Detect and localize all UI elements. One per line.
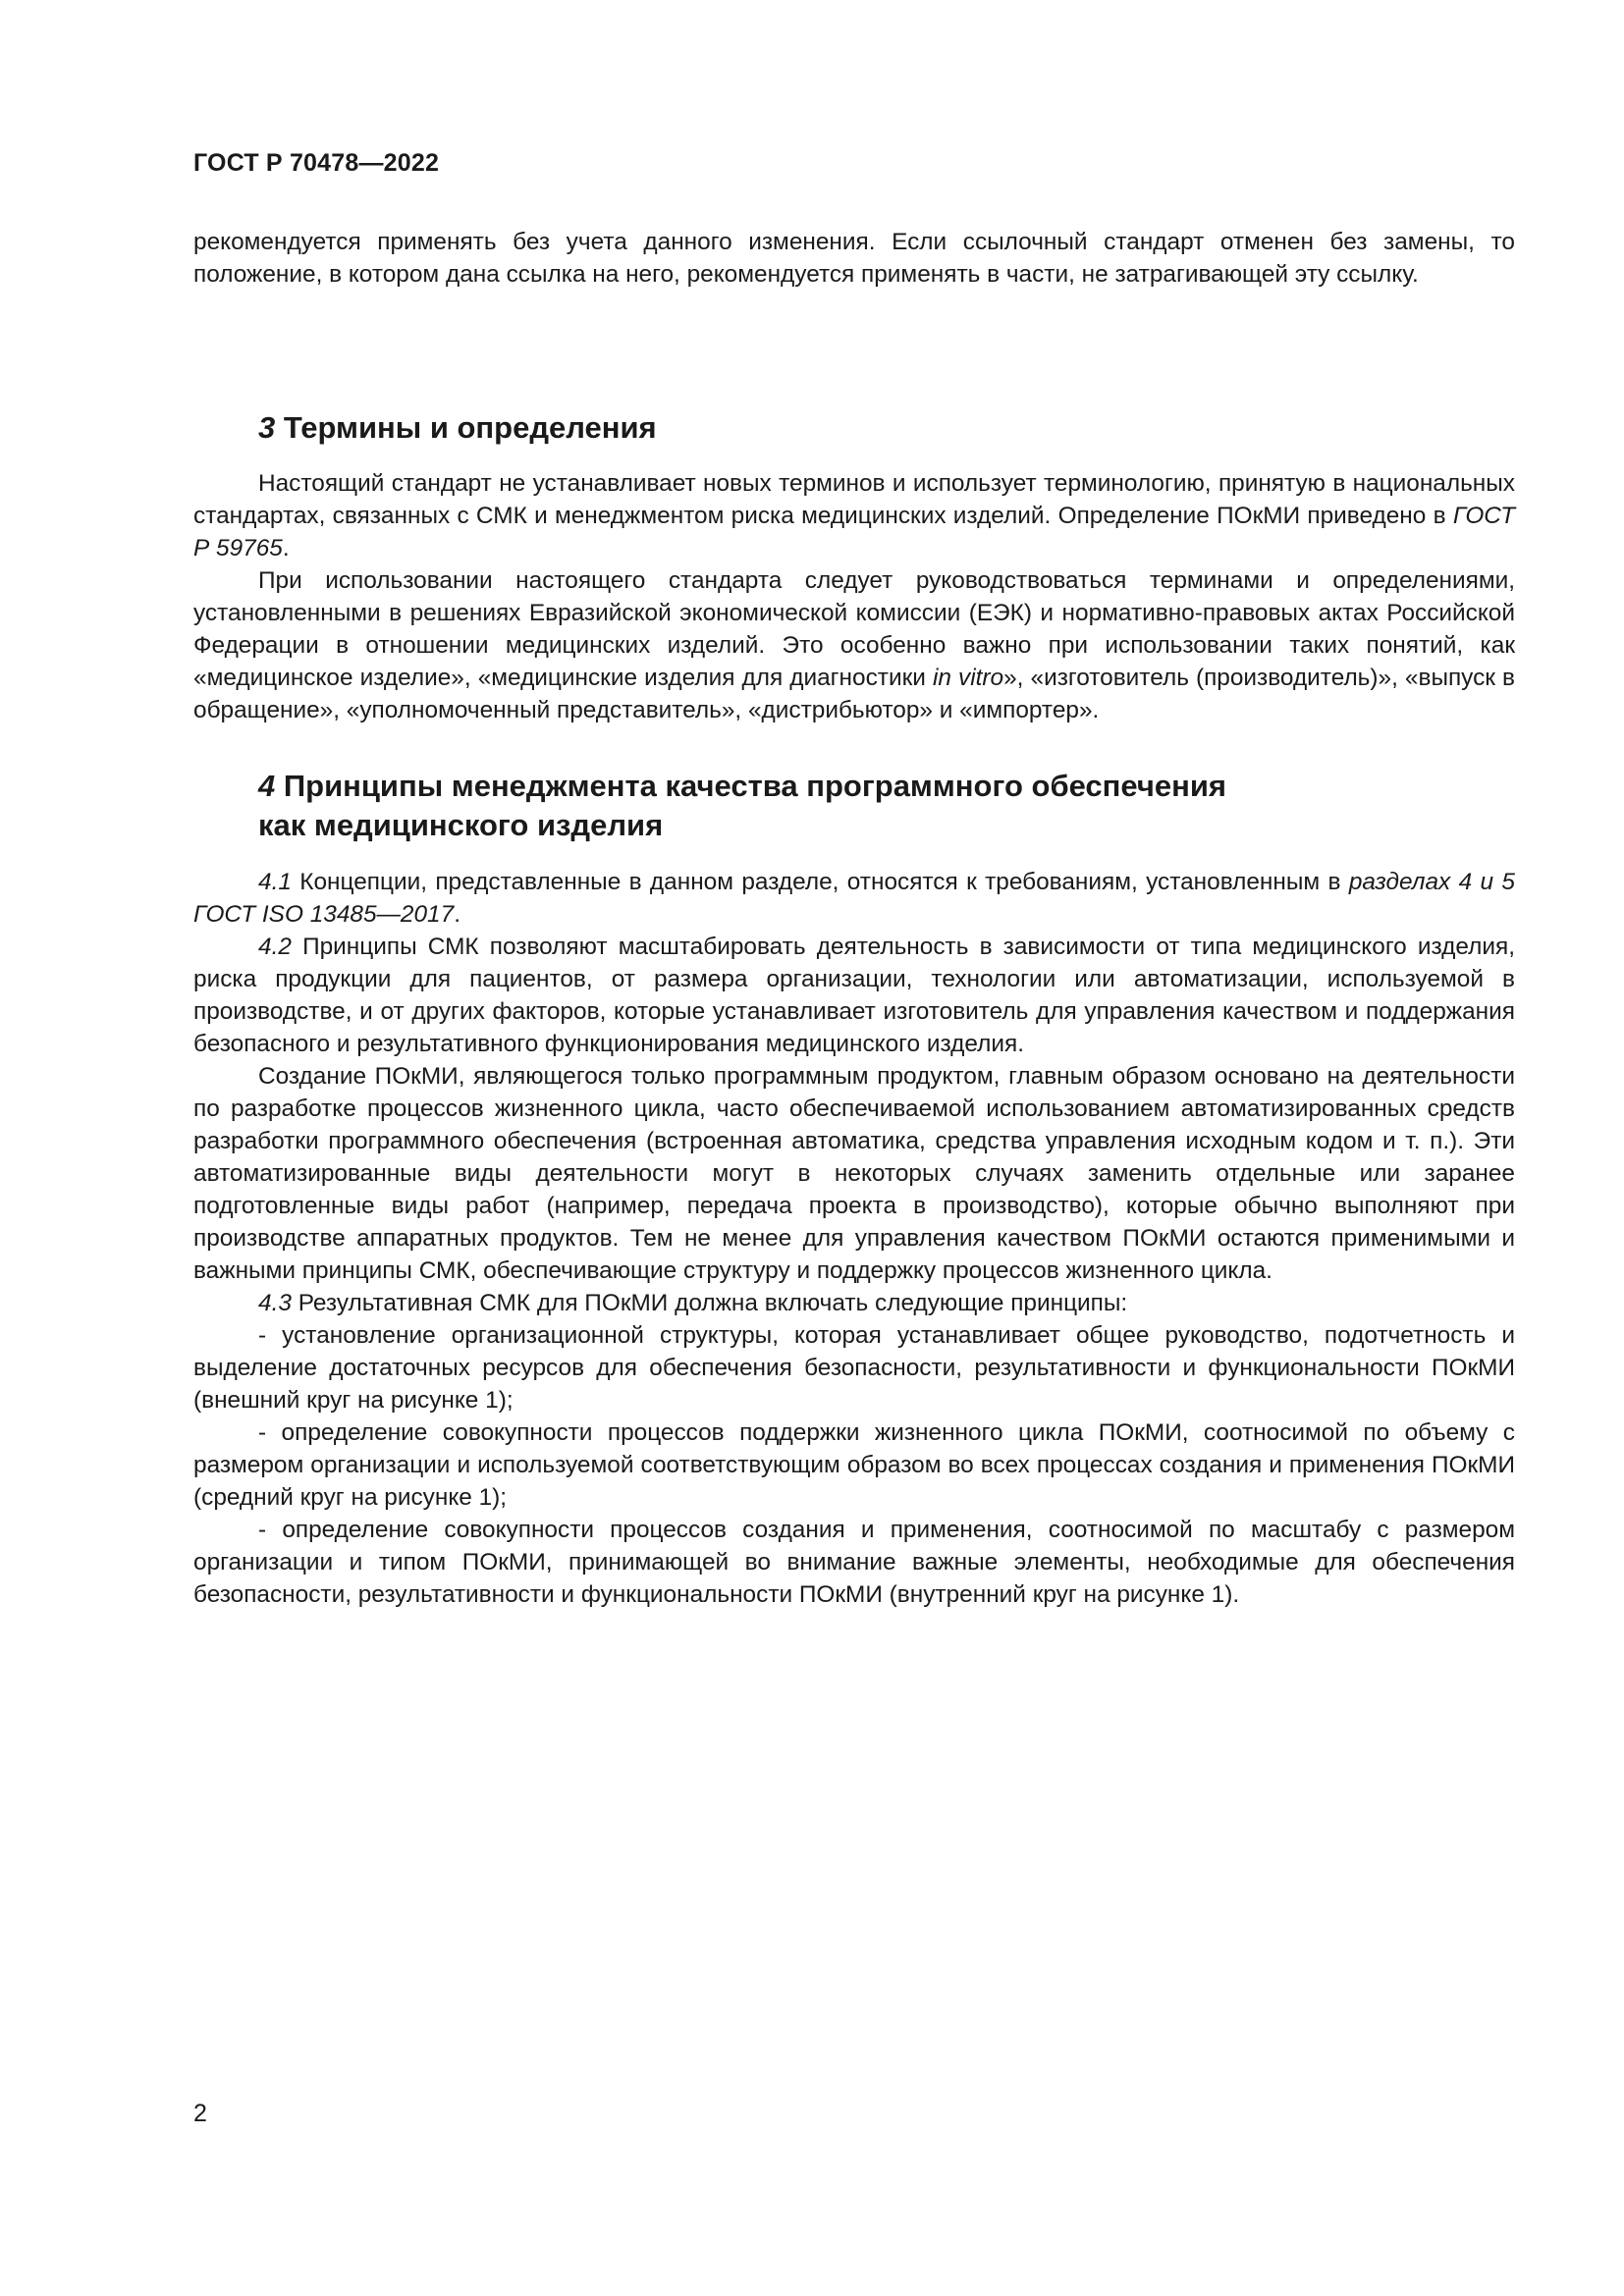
italic-term: in vitro bbox=[932, 665, 1004, 691]
clause-number: 4.3 bbox=[258, 1290, 292, 1316]
section-3-heading bbox=[258, 408, 1515, 448]
section-3-paragraph-2 bbox=[193, 564, 1515, 726]
standard-reference-link: разделах 4 и 5 ГОСТ ISO 13485—2017 bbox=[193, 869, 1515, 928]
paragraph-text: Концепции, представленные в данном разделе, относятся к требованиям, установленным в bbox=[291, 869, 1349, 895]
paragraph-text: », «изготовитель (производитель)», «выпуск в обращение», «уполномоченный представитель», «дистрибьютор» и «импортер». bbox=[193, 665, 1515, 723]
list-item: - установление организационной структуры, которая устанавливает общее руководство, подотчетность и выделение достаточных ресурсов для обеспечения безопасности, результативности и функциональности ПОкМИ (внешний круг на рисунке 1); bbox=[193, 1322, 1515, 1414]
intro-paragraph: рекомендуется применять без учета данного изменения. Если ссылочный стандарт отменен без замены, то положение, в котором дана ссылка на него, рекомендуется применять в части, не затрагивающей эту ссылку. bbox=[193, 229, 1515, 288]
section-3-title: Термины и определения bbox=[275, 410, 657, 445]
clause-4-2-continuation: Создание ПОкМИ, являющегося только программным продуктом, главным образом основано на деятельности по разработке процессов жизненного цикла, часто обеспечиваемой использованием автоматизированных средств разработки программного обеспечения (встроенная автоматика, средства управления исходным кодом и т. п.). Эти автоматизированные виды деятельности могут в некоторых случаях заменить отдельные или заранее подготовленные виды работ (например, передача проекта в производство), которые обычно выполняют при производстве аппаратных продуктов. Тем не менее для управления качеством ПОкМИ остаются применимыми и важными принципы СМК, обеспечивающие структуру и поддержку процессов жизненного цикла. bbox=[193, 1063, 1515, 1284]
clause-4-1 bbox=[193, 866, 1515, 931]
paragraph-text: Настоящий стандарт не устанавливает новых терминов и использует терминологию, принятую в национальных стандартах, связанных с СМК и менеджментом риска медицинских изделий. Определение ПОкМИ приведено в bbox=[193, 470, 1515, 529]
document-body bbox=[193, 226, 1515, 1611]
page-header-doc-id: ГОСТ Р 70478—2022 bbox=[193, 149, 440, 177]
paragraph-text: При использовании настоящего стандарта следует руководствоваться терминами и определениями, установленными в решениях Евразийской экономической комиссии (ЕЭК) и нормативно-правовых актах Российской Федерации в отношении медицинских изделий. Это особенно важно при использовании таких понятий, как «медицинское изделие», «медицинские изделия для диагностики bbox=[193, 567, 1515, 691]
paragraph-text: . bbox=[454, 901, 460, 928]
section-4-title-line-2: как медицинского изделия bbox=[258, 808, 664, 842]
clause-number: 4.1 bbox=[258, 869, 292, 895]
page-number: 2 bbox=[193, 2100, 207, 2127]
list-item: - определение совокупности процессов поддержки жизненного цикла ПОкМИ, соотносимой по объему с размером организации и используемой соответствующим образом во всех процессах создания и применения ПОкМИ (средний круг на рисунке 1); bbox=[193, 1419, 1515, 1511]
standard-reference-link: ГОСТ Р 59765 bbox=[193, 503, 1515, 561]
section-4-heading bbox=[258, 767, 1515, 845]
clause-4-3 bbox=[193, 1287, 1515, 1319]
clause-4-2 bbox=[193, 931, 1515, 1060]
paragraph-text: Принципы СМК позволяют масштабировать деятельность в зависимости от типа медицинского изделия, риска продукции для пациентов, от размера организации, технологии или автоматизации, используемой в производстве, и от других факторов, которые устанавливает изготовитель для управления качеством и поддержания безопасного и результативного функционирования медицинского изделия. bbox=[193, 934, 1515, 1057]
section-3-number: 3 bbox=[258, 410, 276, 445]
section-3-paragraph-1 bbox=[193, 467, 1515, 564]
paragraph-text: Результативная СМК для ПОкМИ должна включать следующие принципы: bbox=[291, 1290, 1128, 1316]
section-4-number: 4 bbox=[258, 769, 276, 803]
paragraph-text: . bbox=[282, 535, 290, 561]
list-item: - определение совокупности процессов создания и применения, соотносимой по масштабу с размером организации и типом ПОкМИ, принимающей во внимание важные элементы, необходимые для обеспечения безопасности, результативности и функциональности ПОкМИ (внутренний круг на рисунке 1). bbox=[193, 1517, 1515, 1608]
section-4-title-line-1: Принципы менеджмента качества программного обеспечения bbox=[275, 769, 1226, 803]
clause-number: 4.2 bbox=[258, 934, 292, 960]
